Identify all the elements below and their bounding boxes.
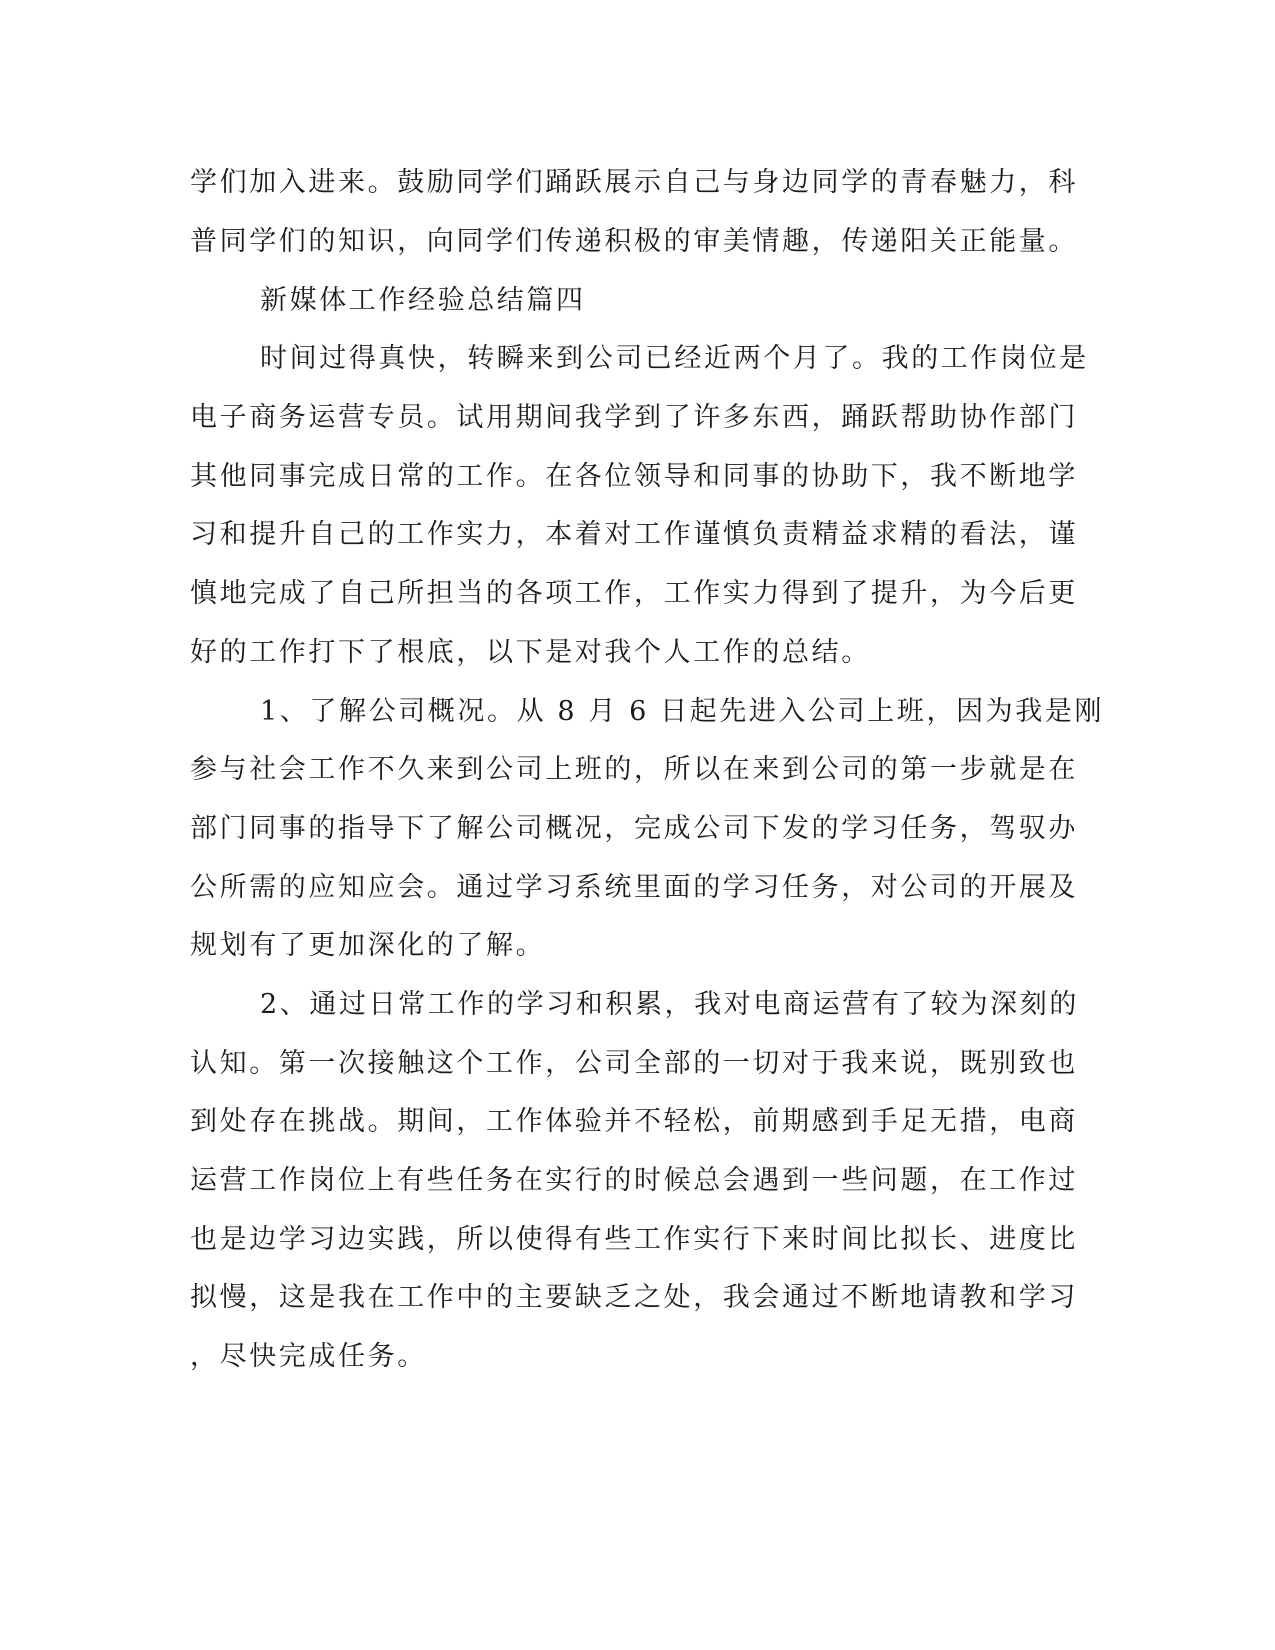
- paragraph-line: 慎地完成了自己所担当的各项工作，工作实力得到了提升，为今后更: [190, 578, 1078, 609]
- paragraph-line: 时间过得真快，转瞬来到公司已经近两个月了。我的工作岗位是: [260, 343, 1089, 374]
- paragraph-line: 普同学们的知识，向同学们传递积极的审美情趣，传递阳关正能量。: [190, 226, 1078, 257]
- paragraph-line: 部门同事的指导下了解公司概况，完成公司下发的学习任务，驾驭办: [190, 813, 1078, 844]
- paragraph-line: ，尽快完成任务。: [190, 1341, 427, 1372]
- paragraph-line: 公所需的应知应会。通过学习系统里面的学习任务，对公司的开展及: [190, 872, 1078, 903]
- section-heading: 新媒体工作经验总结篇四: [260, 285, 586, 316]
- paragraph-line: 到处存在挑战。期间，工作体验并不轻松，前期感到手足无措，电商: [190, 1106, 1078, 1137]
- paragraph-line: 学们加入进来。鼓励同学们踊跃展示自己与身边同学的青春魅力，科: [190, 167, 1078, 198]
- paragraph-line: 电子商务运营专员。试用期间我学到了许多东西，踊跃帮助协作部门: [190, 402, 1078, 433]
- paragraph-line: 2、通过日常工作的学习和积累，我对电商运营有了较为深刻的: [260, 989, 1079, 1020]
- paragraph-line: 认知。第一次接触这个工作，公司全部的一切对于我来说，既别致也: [190, 1048, 1078, 1079]
- paragraph-line: 规划有了更加深化的了解。: [190, 930, 546, 961]
- paragraph-line: 好的工作打下了根底，以下是对我个人工作的总结。: [190, 637, 871, 668]
- paragraph-line: 其他同事完成日常的工作。在各位领导和同事的协助下，我不断地学: [190, 461, 1078, 492]
- paragraph-line: 习和提升自己的工作实力，本着对工作谨慎负责精益求精的看法，谨: [190, 519, 1078, 550]
- paragraph-line: 拟慢，这是我在工作中的主要缺乏之处，我会通过不断地请教和学习: [190, 1282, 1078, 1313]
- paragraph-line: 1、了解公司概况。从 8 月 6 日起先进入公司上班，因为我是刚: [260, 696, 1105, 727]
- paragraph-line: 也是边学习边实践，所以使得有些工作实行下来时间比拟长、进度比: [190, 1224, 1078, 1255]
- paragraph-line: 运营工作岗位上有些任务在实行的时候总会遇到一些问题，在工作过: [190, 1165, 1078, 1196]
- paragraph-line: 参与社会工作不久来到公司上班的，所以在来到公司的第一步就是在: [190, 754, 1078, 785]
